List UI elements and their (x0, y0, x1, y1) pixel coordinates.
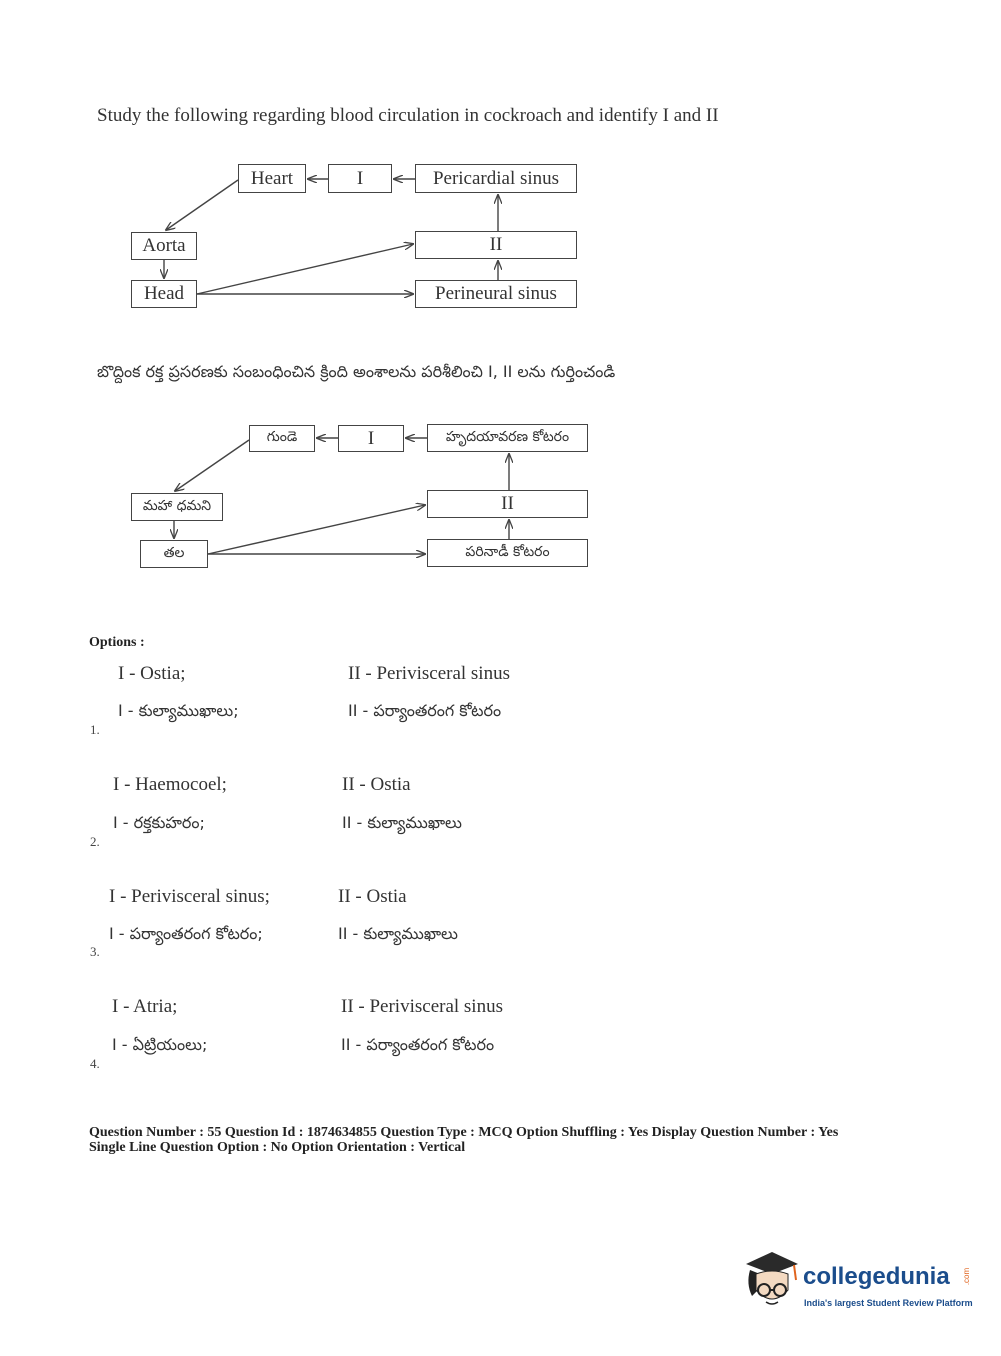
diagram-en-perineural-box: Perineural sinus (415, 280, 577, 308)
option-3-i-te: I - పర్యాంతరంగ కోటరం; (109, 924, 263, 943)
diagram-te-ii-box: II (427, 490, 588, 518)
option-4-i-en: I - Atria; (112, 996, 178, 1017)
question-meta-line-2: Single Line Question Option : No Option Orientation : Vertical (89, 1140, 466, 1155)
diagram-te-i-box: I (338, 425, 404, 452)
diagram-en-pericardial-box: Pericardial sinus (415, 164, 577, 193)
collegedunia-mascot-icon (742, 1250, 802, 1316)
diagram-te-heart-box: గుండె (249, 425, 315, 452)
option-1-ii-te: II - పర్యాంతరంగ కోటరం (348, 701, 502, 720)
option-4-ii-en: II - Perivisceral sinus (341, 996, 503, 1017)
question-meta-line-1: Question Number : 55 Question Id : 1874634855 Question Type : MCQ Option Shuffling : Yes Display Question Number : Yes (89, 1125, 839, 1140)
option-4-ii-te: II - పర్యాంతరంగ కోటరం (341, 1035, 495, 1054)
collegedunia-logo-suffix: .com (962, 1267, 972, 1286)
option-3-i-en: I - Perivisceral sinus; (109, 886, 270, 907)
collegedunia-tagline: India's largest Student Review Platform (804, 1298, 973, 1308)
option-4-i-te: I - ఏట్రియంలు; (112, 1035, 208, 1054)
option-2-ii-en: II - Ostia (342, 774, 411, 795)
diagram-en-head-box: Head (131, 280, 197, 308)
options-label: Options : (89, 635, 145, 650)
option-2-number: 2. (90, 834, 100, 849)
arrow-te-head-to-ii (208, 505, 425, 554)
option-1-i-en: I - Ostia; (118, 663, 186, 684)
diagram-te-perineural-box: పరినాడీ కోటరం (427, 539, 588, 567)
diagram-en-ii-box: II (415, 231, 577, 259)
option-3-ii-en: II - Ostia (338, 886, 407, 907)
option-3-number: 3. (90, 944, 100, 959)
option-3-ii-te: II - కుల్యాముఖాలు (338, 924, 458, 943)
question-text-telugu: బొద్దింక రక్త ప్రసరణకు సంబంధించిన క్రింది అంశాలను పరిశీలించి I, II లను గుర్తించండి (97, 362, 616, 381)
collegedunia-logo-text: collegedunia (803, 1263, 950, 1290)
arrow-te-heart-to-aorta (175, 440, 249, 491)
diagram-te-head-box: తల (140, 540, 208, 568)
option-2-i-en: I - Haemocoel; (113, 774, 227, 795)
option-2-ii-te: II - కుల్యాముఖాలు (342, 813, 462, 832)
option-1-i-te: I - కుల్యాముఖాలు; (118, 701, 239, 720)
diagram-arrows (0, 0, 1001, 620)
diagram-en-heart-box: Heart (238, 164, 306, 193)
option-1-number: 1. (90, 722, 100, 737)
diagram-te-pericardial-box: హృదయావరణ కోటరం (427, 424, 588, 452)
arrow-en-head-to-ii (197, 244, 413, 294)
option-4-number: 4. (90, 1056, 100, 1071)
question-text-english: Study the following regarding blood circulation in cockroach and identify I and II (97, 105, 719, 126)
diagram-te-aorta-box: మహా ధమని (131, 493, 223, 521)
diagram-en-aorta-box: Aorta (131, 232, 197, 260)
diagram-en-i-box: I (328, 164, 392, 193)
option-2-i-te: I - రక్తకుహరం; (113, 813, 205, 832)
arrow-en-heart-to-aorta (166, 180, 238, 230)
option-1-ii-en: II - Perivisceral sinus (348, 663, 510, 684)
